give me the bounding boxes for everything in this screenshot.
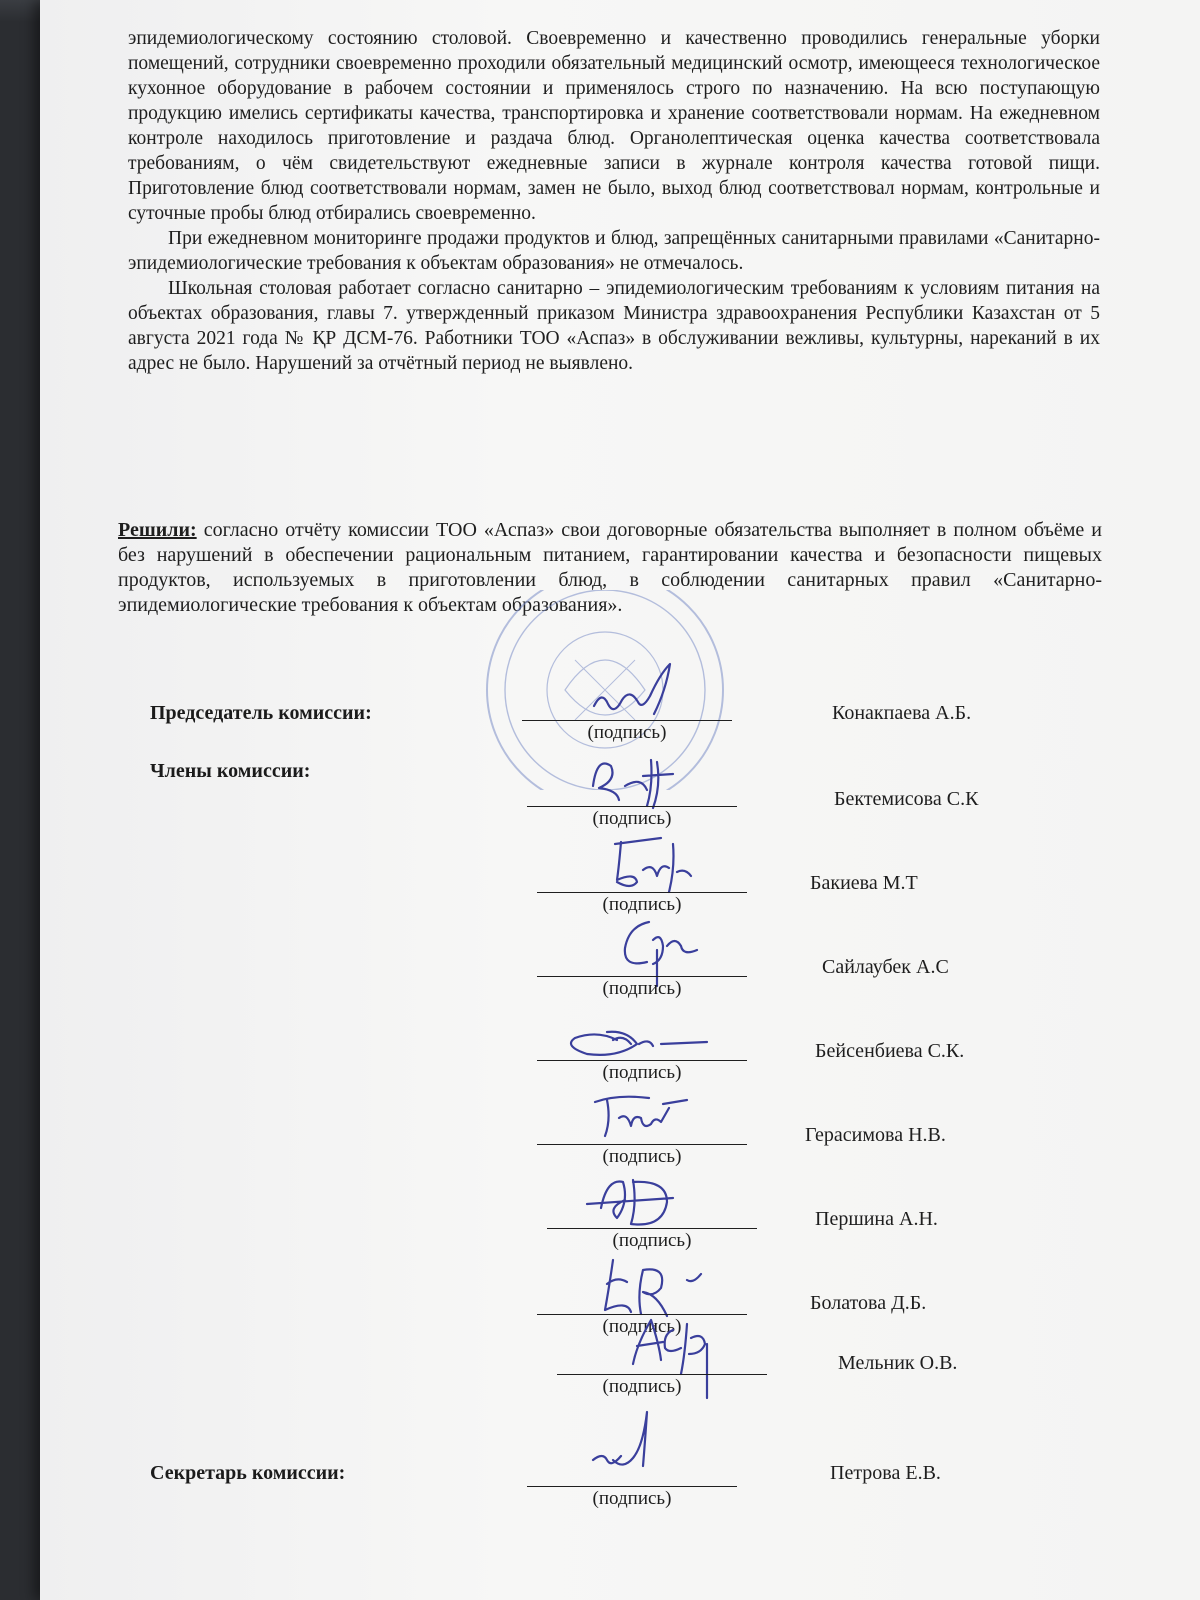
member-name: Бектемисова С.К xyxy=(834,788,979,810)
signature-line xyxy=(537,1060,747,1061)
paragraph-monitoring: При ежедневном мониторинге продажи продуктов и блюд, запрещённых санитарными правилами «Санитарно-эпидемиологические требования к объектам образования» не отмечалось. xyxy=(128,228,1100,274)
signature-caption: (подпись) xyxy=(602,1316,682,1337)
resolution-label: Решили: xyxy=(118,519,197,541)
member-name: Герасимова Н.В. xyxy=(805,1124,946,1146)
members-label: Члены комиссии: xyxy=(150,760,311,782)
secretary-label: Секретарь комиссии: xyxy=(150,1462,346,1484)
member-name: Болатова Д.Б. xyxy=(810,1292,927,1314)
signature-caption: (подпись) xyxy=(612,1230,692,1251)
resolution-text: согласно отчёту комиссии ТОО «Аспаз» свои договорные обязательства выполняет в полном объёме и без нарушений в обеспечении рациональным питанием, гарантировании качества и безопасности пищевых продуктов, используемых в приготовлении блюд, в соблюдении санитарных правил «Санитарно-эпидемиологические требования к объектам образования». xyxy=(118,519,1102,616)
signature-caption: (подпись) xyxy=(602,894,682,915)
member-name: Бакиева М.Т xyxy=(810,872,918,894)
member-name: Першина А.Н. xyxy=(815,1208,938,1230)
paragraph-canteen: Школьная столовая работает согласно санитарно – эпидемиологическим требованиям к условиям питания на объектах образования, главы 7. утвержденный приказом Министра здравоохранения Республики Казахстан от 5 августа 2021 года № ҚР ДСМ-76. Работники ТОО «Аспаз» в обслуживании вежливы, культурны, нареканий в их адрес не было. Нарушений за отчётный период не выявлено. xyxy=(128,278,1100,374)
signature-line xyxy=(522,720,732,721)
signature-line xyxy=(537,976,747,977)
signature-caption: (подпись) xyxy=(592,808,672,829)
signature-caption: (подпись) xyxy=(602,1376,682,1397)
paragraph-intro: эпидемиологическому состоянию столовой. Своевременно и качественно проводились генеральные уборки помещений, сотрудники своевременно проходили обязательный медицинский осмотр, имеющееся технологическое кухонное оборудование в рабочем состоянии и применялось строго по назначению. На всю поступающую продукцию имелись сертификаты качества, транспортировка и хранение соответствовали нормам. На ежедневном контроле находилось приготовление и раздача блюд. Органолептическая оценка качества соответствовала требованиям, о чём свидетельствуют ежедневные записи в журнале контроля качества готовой пищи. Приготовление блюд соответствовали нормам, замен не было, выход блюд соответствовал нормам, контрольные и суточные пробы блюд отбирались своевременно. xyxy=(128,28,1100,224)
signature-caption: (подпись) xyxy=(602,978,682,999)
signature-caption: (подпись) xyxy=(602,1146,682,1167)
signature-caption: (подпись) xyxy=(587,722,667,743)
signature-caption: (подпись) xyxy=(592,1488,672,1509)
secretary-name: Петрова Е.В. xyxy=(830,1462,941,1484)
member-name: Мельник О.В. xyxy=(838,1352,958,1374)
signature-line xyxy=(537,1144,747,1145)
chair-name: Конакпаева А.Б. xyxy=(832,702,972,724)
secretary-signature-block xyxy=(527,1452,747,1522)
signature-line xyxy=(527,806,737,807)
signature-line xyxy=(527,1486,737,1487)
report-body xyxy=(128,26,1100,376)
chair-label: Председатель комиссии: xyxy=(150,702,372,724)
member-name: Сайлаубек А.С xyxy=(822,956,949,978)
signature-line xyxy=(547,1228,757,1229)
signature-caption: (подпись) xyxy=(602,1062,682,1083)
signature-line xyxy=(537,892,747,893)
member-name: Бейсенбиева С.К. xyxy=(815,1040,965,1062)
signature-line xyxy=(557,1374,767,1375)
member-signature-block xyxy=(557,1340,777,1410)
